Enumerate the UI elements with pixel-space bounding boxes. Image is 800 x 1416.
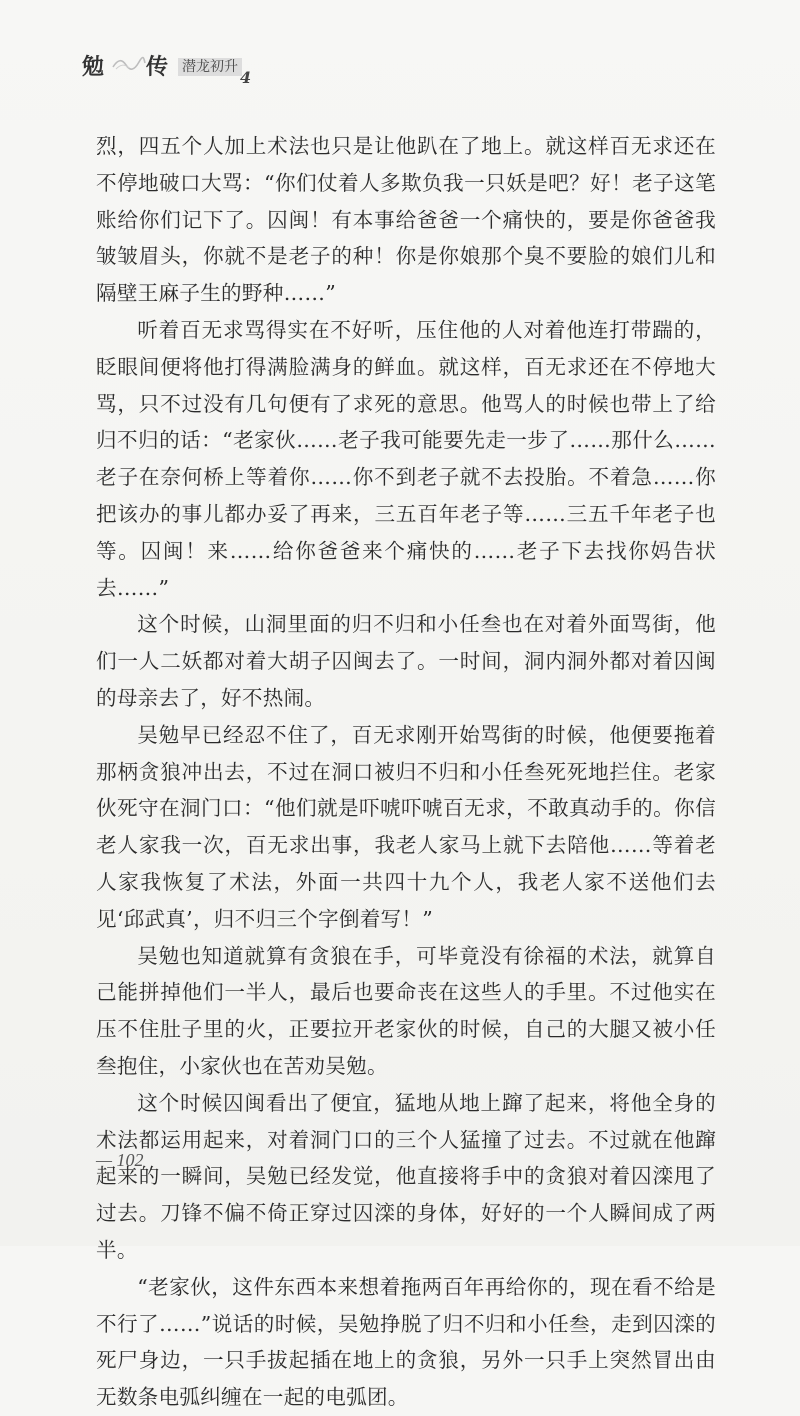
- header-title-char-2: 传: [146, 54, 169, 80]
- paragraph-5: 吴勉也知道就算有贪狼在手，可毕竟没有徐福的术法，就算自己能拼掉他们一半人，最后也要命丧在这些人的手里。不过他实在压不住肚子里的火，正要拉开老家伙的时候，自己的大腿又被小任叁抱住，小家伙也在苦劝吴勉。: [96, 943, 716, 1078]
- paragraph-4: 吴勉早已经忍不住了，百无求刚开始骂街的时候，他便要拖着那柄贪狼冲出去，不过在洞口被归不归和小任叁死死地拦住。老家伙死守在洞门口：“他们就是吓唬吓唬百无求，不敢真动手的。你信老人家我一次，百无求出事，我老人家马上就下去陪他……等着老人家我恢复了术法，外面一共四十九个人，我老人家不送他们去见‘邱武真’，归不归三个字倒着写！”: [96, 722, 716, 931]
- body-text: [96, 128, 716, 1416]
- paragraph-6: 这个时候囚闽看出了便宜，猛地从地上蹿了起来，将他全身的术法都运用起来，对着洞门口的三个人猛撞了过去。不过就在他蹿起来的一瞬间，吴勉已经发觉，他直接将手中的贪狼对着囚滦甩了过去。刀锋不偏不倚正穿过囚滦的身体，好好的一个人瞬间成了两半。: [96, 1090, 716, 1262]
- decorative-flourish-icon: [112, 56, 146, 72]
- paragraph-3: 这个时候，山洞里面的归不归和小任叁也在对着外面骂街，他们一人二妖都对着大胡子囚闽去了。一时间，洞内洞外都对着囚闽的母亲去了，好不热闹。: [96, 612, 716, 710]
- header-volume-number: 4: [240, 68, 252, 87]
- paragraph-2: 听着百无求骂得实在不好听，压住他的人对着他连打带踹的，眨眼间便将他打得满脸满身的鲜血。就这样，百无求还在不停地大骂，只不过没有几句便有了求死的意思。他骂人的时候也带上了给归不归的话：“老家伙……老子我可能要先走一步了……那什么……老子在奈何桥上等着你……你不到老子就不去投胎。不着急……你把该办的事儿都办妥了再来，三五百年老子等……三五千年老子也等。囚闽！来……给你爸爸来个痛快的……老子下去找你妈告状去……”: [96, 317, 716, 600]
- header-subtitle: 潜龙初升: [178, 58, 242, 76]
- paragraph-1: 烈，四五个人加上术法也只是让他趴在了地上。就这样百无求还在不停地破口大骂：“你们仗着人多欺负我一只妖是吧？好！老子这笔账给你们记下了。囚闽！有本事给爸爸一个痛快的，要是你爸爸我皱皱眉头，你就不是老子的种！你是你娘那个臭不要脸的娘们儿和隔壁王麻子生的野种……”: [96, 134, 716, 306]
- header-title-char-1: 勉: [82, 54, 106, 80]
- paragraph-7: “老家伙，这件东西本来想着拖两百年再给你的，现在看不给是不行了……”说话的时候，吴勉挣脱了归不归和小任叁，走到囚滦的死尸身边，一只手拔起插在地上的贪狼，另外一只手上突然冒出由无数条电弧纠缠在一起的电弧团。: [96, 1274, 716, 1410]
- page-number: — 102: [96, 1150, 144, 1170]
- running-header: [82, 50, 342, 90]
